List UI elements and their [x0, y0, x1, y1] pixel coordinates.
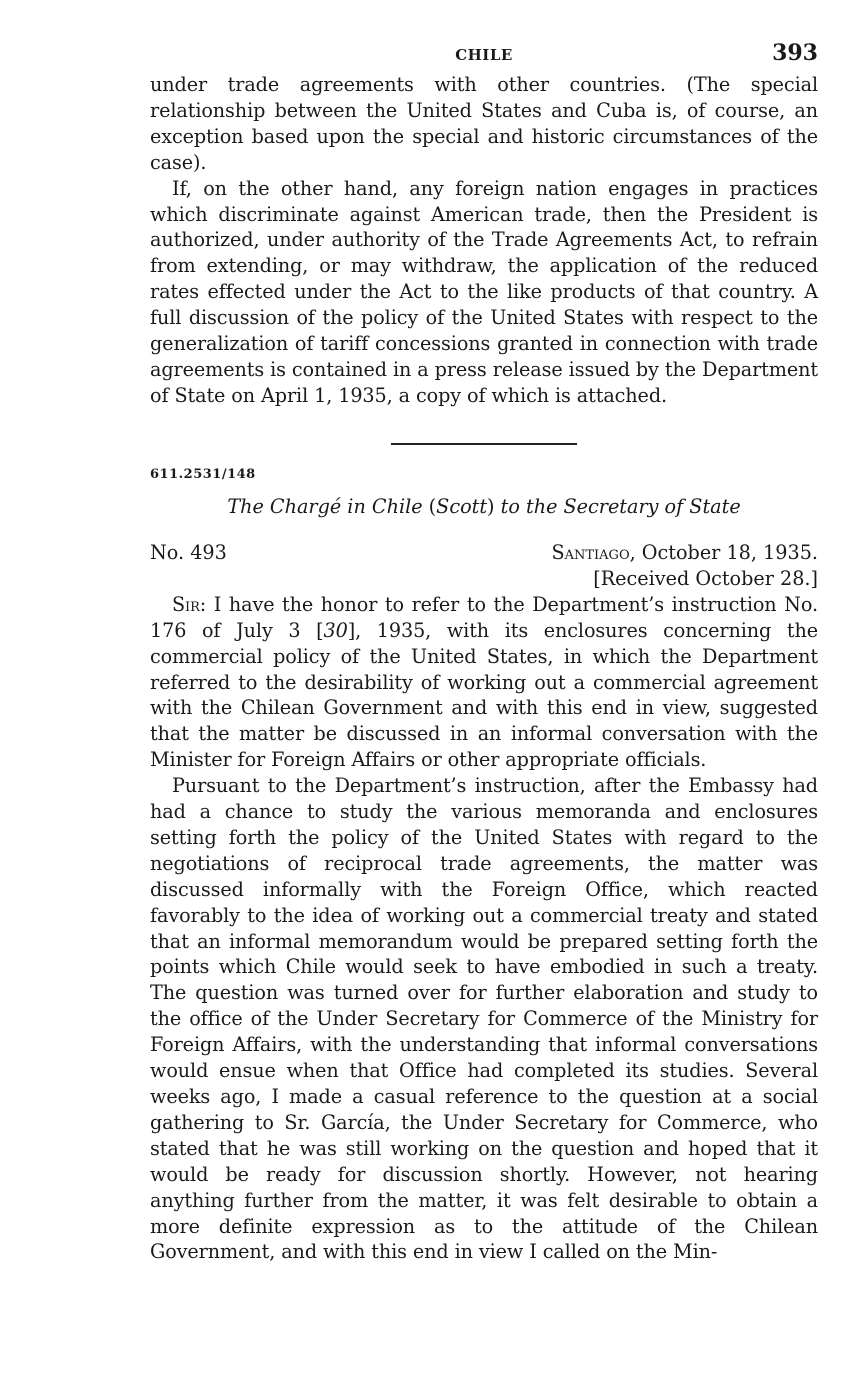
body-paragraph-2: Pursuant to the Department’s instruction, after the Embassy had had a chance to study the various memoranda and enclosures setting forth the policy of the United States with regard to the negotiations of reciprocal trade agreements, the matter was discussed informally with the Foreign Office, which reacted favorably to the idea of working out a commercial treaty and stated that an informal memorandum would be prepared setting forth the points which Chile would seek to have embodied in such a treaty. The question was turned over for further elaboration and study to the office of the Under Secretary for Commerce of the Ministry for Foreign Affairs, with the understanding that informal conversations would ensue when that Office had completed its studies. Several weeks ago, I made a casual reference to the question at a social gathering to Sr. García, the Under Secretary for Commerce, who stated that he was still working on the question and hoped that it would be ready for discussion shortly. However, not hearing anything further from the matter, it was felt desirable to obtain a more definite expression as to the attitude of the Chilean Government, and with this end in view I called on the Min- — [150, 774, 818, 1264]
body1-part-b: ], 1935, with its enclosures concerning the commercial policy of the United States, in which the Department referred to the desirability of working out a commercial agreement with the Chilean Government and with this end in view, suggested that the matter be discussed in an informal conversation with the Minister for Foreign Affairs or other appropriate officials. — [150, 618, 818, 772]
running-head — [150, 38, 818, 72]
continuation-paragraph-2: If, on the other hand, any foreign nation engages in practices which discriminate against American trade, then the President is authorized, under authority of the Trade Agreements Act, to refrain from extending, or may withdraw, the application of the reduced rates effected under the Act to the like products of that country. A full discussion of the policy of the United States with respect to the generalization of tariff concessions granted in connection with trade agreements is contained in a press release issued by the Department of State on April 1, 1935, a copy of which is attached. — [150, 176, 818, 407]
running-head-title: CHILE — [455, 46, 513, 64]
page-number: 393 — [772, 40, 818, 66]
heading-sender: The Chargé in Chile — [227, 494, 423, 518]
heading-recipient: to the Secretary of State — [500, 494, 741, 518]
section-divider — [391, 443, 577, 445]
despatch-meta — [150, 540, 818, 566]
salutation: Sir — [172, 592, 200, 616]
heading-paren-close: ) — [487, 494, 501, 518]
heading-name: Scott — [436, 494, 488, 518]
place-date — [551, 540, 818, 566]
body1-part-a: : I have the honor to refer to the Department’s instruction No. 176 of July 3 [ — [150, 592, 818, 642]
despatch-place: Santiago — [551, 540, 630, 564]
body-paragraph-1 — [150, 592, 818, 773]
despatch-number: No. 493 — [150, 540, 227, 564]
date-correction: 30 — [323, 618, 348, 642]
despatch-date: , October 18, 1935. — [629, 540, 818, 564]
file-number: 611.2531/148 — [150, 466, 256, 482]
document-heading — [150, 494, 818, 520]
document-page — [150, 38, 818, 1265]
received-date: [Received October 28.] — [593, 566, 818, 590]
heading-paren-open: ( — [422, 494, 437, 518]
continuation-paragraph-1: under trade agreements with other countries. (The special relationship between the United States and Cuba is, of course, an exception based upon the special and historic circumstances of the case). — [150, 73, 818, 174]
